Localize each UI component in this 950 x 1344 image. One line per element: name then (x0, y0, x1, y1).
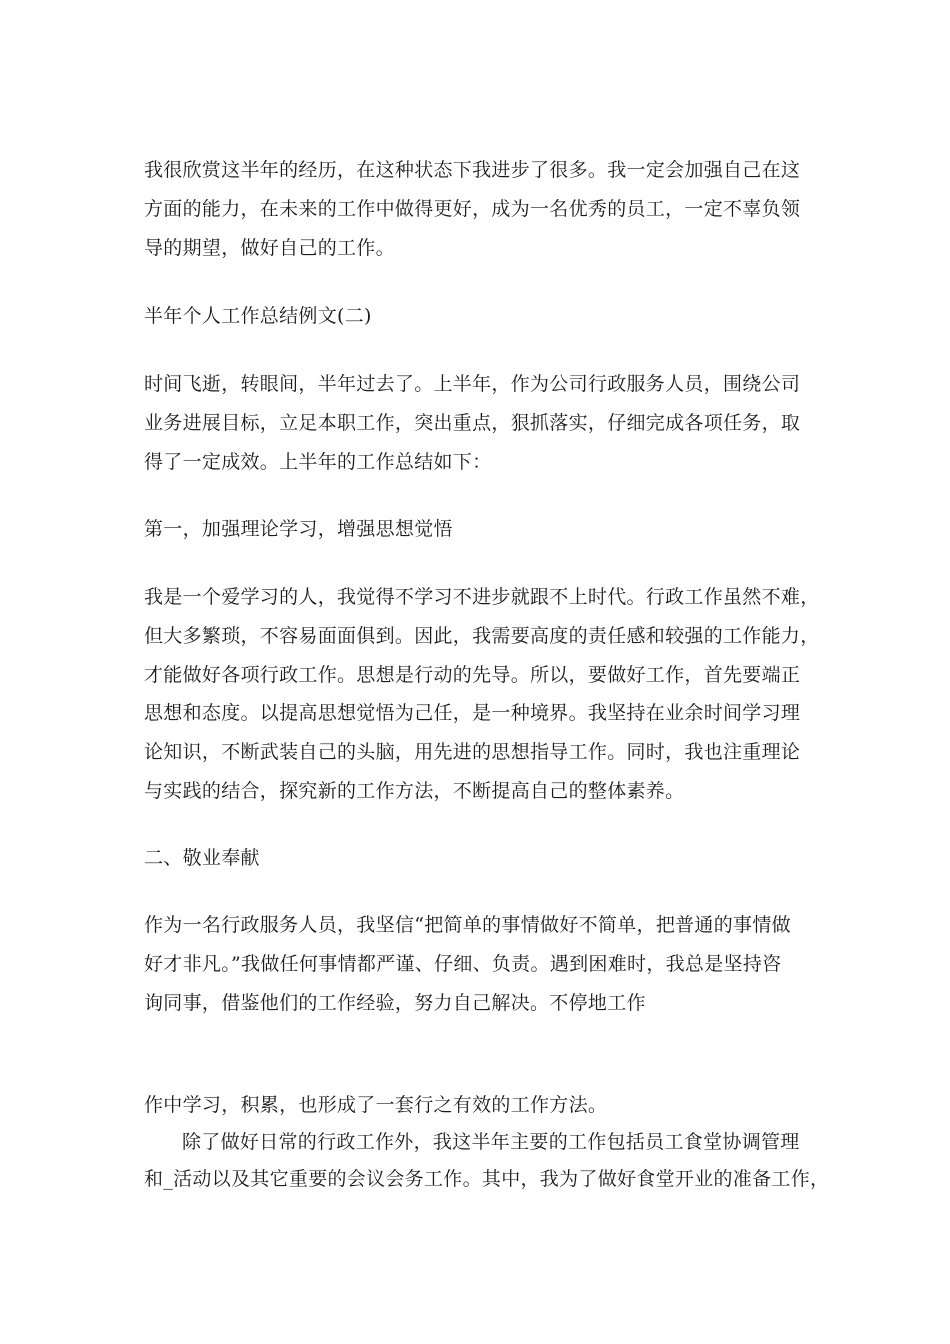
paragraph-4-line-3: 询同事，借鉴他们的工作经验，努力自己解决。不停地工作 (144, 992, 646, 1014)
section-title: 半年个人工作总结例文(二) (144, 305, 372, 327)
paragraph-4-line-2: 好才非凡。”我做任何事情都严谨、仔细、负责。遇到困难时，我总是坚持咨 (144, 953, 782, 975)
heading-1: 第一，加强理论学习，增强思想觉悟 (144, 518, 453, 540)
paragraph-1-line-2: 方面的能力，在未来的工作中做得更好，成为一名优秀的员工，一定不辜负领 (144, 198, 801, 220)
paragraph-2-line-1: 时间飞逝，转眼间，半年过去了。上半年，作为公司行政服务人员，围绕公司 (144, 373, 801, 395)
paragraph-3-line-5: 论知识，不断武装自己的头脑，用先进的思想指导工作。同时，我也注重理论 (144, 741, 801, 763)
paragraph-5-line-1: 作中学习，积累，也形成了一套行之有效的工作方法。 (144, 1094, 608, 1116)
paragraph-3-line-1: 我是一个爱学习的人，我觉得不学习不进步就跟不上时代。行政工作虽然不难， (144, 586, 820, 608)
paragraph-1-line-3: 导的期望，做好自己的工作。 (144, 237, 395, 259)
paragraph-1-line-1: 我很欣赏这半年的经历，在这种状态下我进步了很多。我一定会加强自己在这 (144, 159, 801, 181)
paragraph-2-line-3: 得了一定成效。上半年的工作总结如下： (144, 451, 492, 473)
paragraph-3-line-3: 才能做好各项行政工作。思想是行动的先导。所以，要做好工作，首先要端正 (144, 664, 801, 686)
heading-2: 二、敬业奉献 (144, 847, 260, 869)
paragraph-5-line-3: 和_活动以及其它重要的会议会务工作。其中，我为了做好食堂开业的准备工作， (144, 1168, 830, 1190)
paragraph-3-line-6: 与实践的结合，探究新的工作方法，不断提高自己的整体素养。 (144, 780, 685, 802)
paragraph-5-line-2: 除了做好日常的行政工作外，我这半年主要的工作包括员工食堂协调管理 (182, 1131, 800, 1153)
paragraph-3-line-2: 但大多繁琐，不容易面面俱到。因此，我需要高度的责任感和较强的工作能力， (144, 625, 820, 647)
paragraph-3-line-4: 思想和态度。以提高思想觉悟为己任，是一种境界。我坚持在业余时间学习理 (144, 702, 801, 724)
paragraph-2-line-2: 业务进展目标，立足本职工作，突出重点，狠抓落实，仔细完成各项任务，取 (144, 412, 801, 434)
paragraph-4-line-1: 作为一名行政服务人员，我坚信“把简单的事情做好不简单，把普通的事情做 (144, 914, 791, 936)
